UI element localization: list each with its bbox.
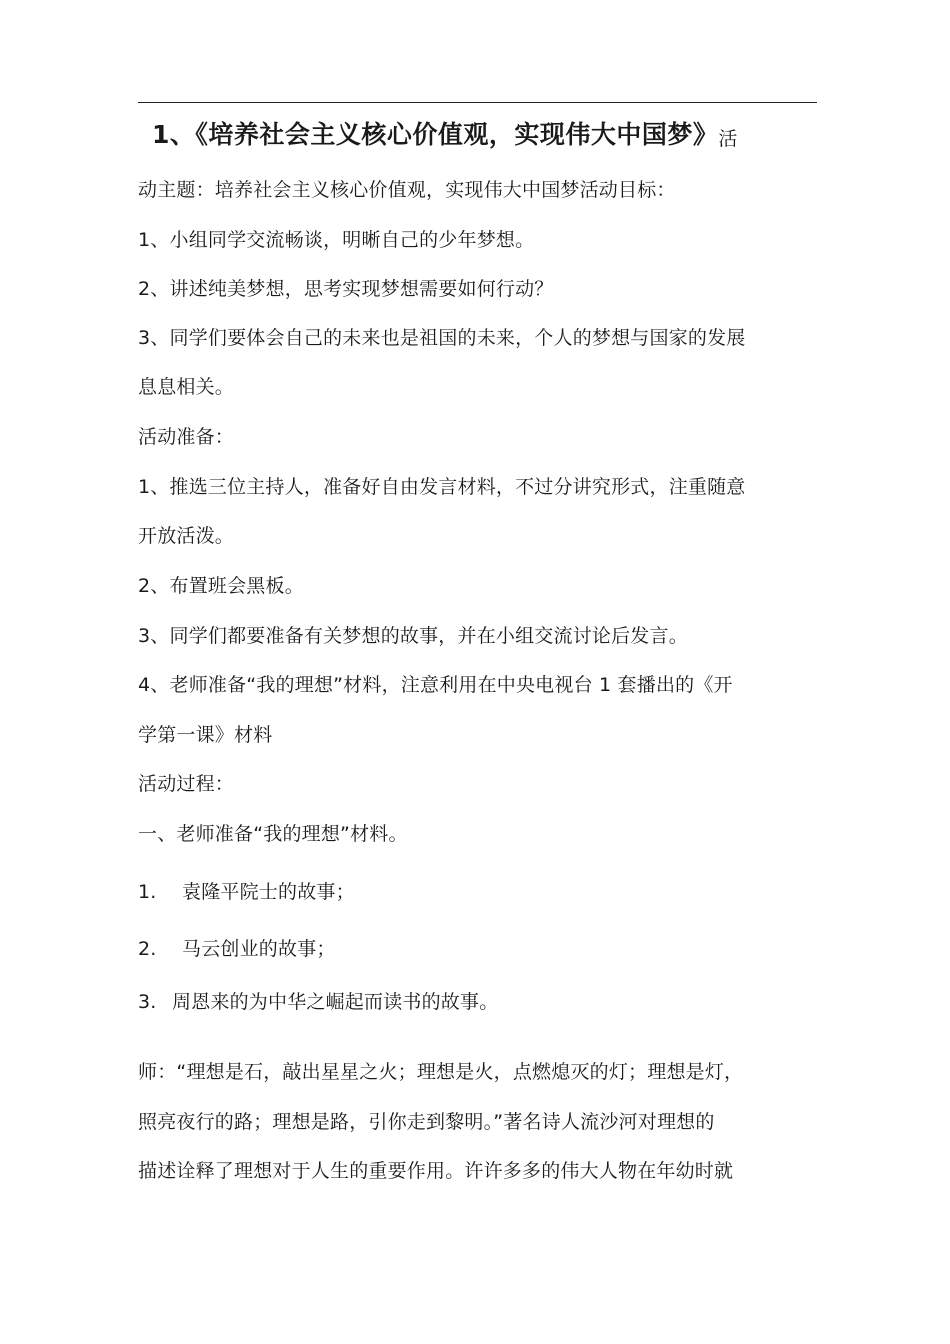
section-heading: 活动过程： — [138, 773, 235, 795]
paragraph-line: 动主题：培养社会主义核心价值观，实现伟大中国梦活动目标： — [138, 179, 676, 201]
section-heading: 活动准备： — [138, 426, 235, 448]
paragraph-line: 1、小组同学交流畅谈，明晰自己的少年梦想。 — [138, 229, 535, 251]
paragraph-line: 一、老师准备“我的理想”材料。 — [138, 823, 408, 845]
title-tail: 活 — [718, 128, 738, 150]
paragraph-line: 3、同学们都要准备有关梦想的故事，并在小组交流讨论后发言。 — [138, 625, 688, 647]
paragraph-line: 2、讲述纯美梦想，思考实现梦想需要如何行动？ — [138, 278, 554, 300]
story-item — [138, 879, 355, 905]
story-number: 3. — [138, 991, 157, 1013]
paragraph-line: 描述诠释了理想对于人生的重要作用。许许多多的伟大人物在年幼时就 — [138, 1160, 734, 1182]
story-text: 马云创业的故事； — [182, 938, 336, 960]
paragraph-line: 3、同学们要体会自己的未来也是祖国的未来，个人的梦想与国家的发展 — [138, 327, 746, 349]
paragraph-line: 2、布置班会黑板。 — [138, 575, 304, 597]
paragraph-line: 照亮夜行的路；理想是路，引你走到黎明。”著名诗人流沙河对理想的 — [138, 1111, 715, 1133]
paragraph-line: 4、老师准备“我的理想”材料，注意利用在中央电视台 1 套播出的《开 — [138, 674, 733, 696]
paragraph-line: 学第一课》材料 — [138, 724, 273, 746]
paragraph-line: 开放活泼。 — [138, 525, 235, 547]
story-item — [138, 989, 498, 1015]
document-title — [152, 118, 738, 154]
story-number: 1. — [138, 881, 157, 903]
paragraph-line: 师：“理想是石，敲出星星之火；理想是火，点燃熄灭的灯；理想是灯， — [138, 1061, 744, 1083]
title-main: 1、《培养社会主义核心价值观，实现伟大中国梦》 — [152, 120, 719, 149]
story-number: 2. — [138, 938, 157, 960]
paragraph-line: 息息相关。 — [138, 376, 235, 398]
story-item — [138, 936, 336, 962]
header-rule — [138, 102, 817, 103]
story-text: 袁隆平院士的故事； — [182, 881, 355, 903]
story-text: 周恩来的为中华之崛起而读书的故事。 — [172, 991, 499, 1013]
paragraph-line: 1、推选三位主持人，准备好自由发言材料，不过分讲究形式，注重随意 — [138, 476, 746, 498]
